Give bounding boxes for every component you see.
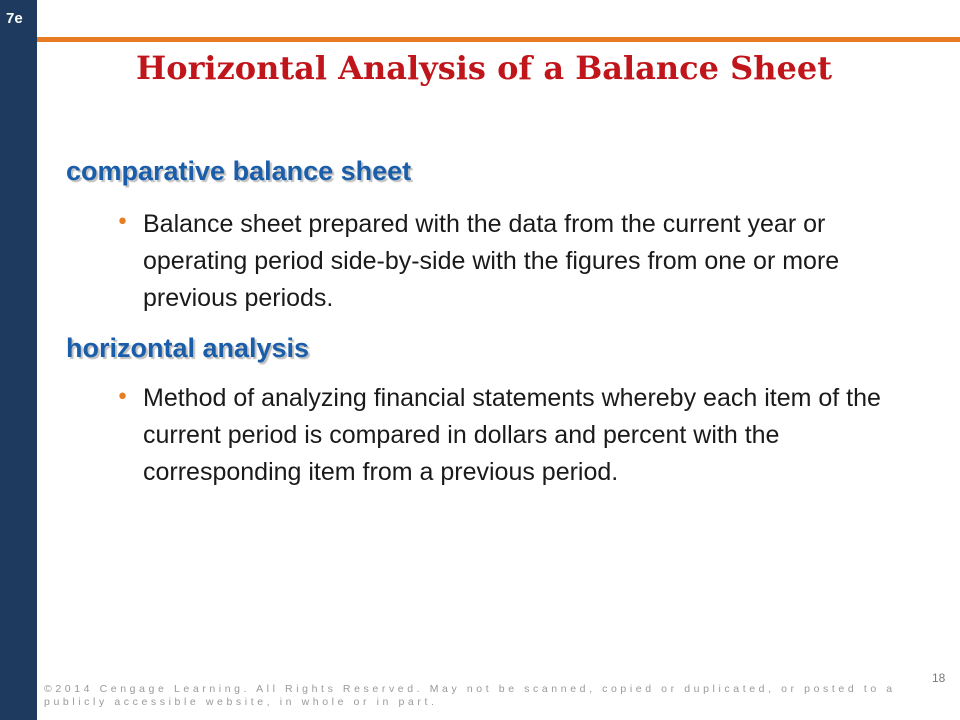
bullet-icon: • xyxy=(116,385,129,410)
top-accent-rule xyxy=(37,37,960,42)
term-comparative-balance-sheet: comparative balance sheet xyxy=(66,156,412,186)
definition-horizontal-analysis: Method of analyzing financial statements whereby each item of the current period is compared in dollars and percent with the corresponding item from a previous period. xyxy=(143,384,881,486)
term-horizontal-analysis: horizontal analysis xyxy=(66,333,310,363)
left-sidebar-bar xyxy=(0,0,37,720)
page-number: 18 xyxy=(932,671,946,685)
bullet-icon: • xyxy=(116,210,129,235)
definition-comparative-balance-sheet: Balance sheet prepared with the data from the current year or operating period side-by-side with the figures from one or more previous periods. xyxy=(143,210,840,312)
edition-label: 7e xyxy=(6,10,23,27)
slide-title: Horizontal Analysis of a Balance Sheet xyxy=(135,49,832,87)
copyright-notice: ©2014 Cengage Learning. All Rights Reserved. May not be scanned, copied or duplicated, or posted to a publicly accessible website, in whole or in part. xyxy=(44,683,896,708)
